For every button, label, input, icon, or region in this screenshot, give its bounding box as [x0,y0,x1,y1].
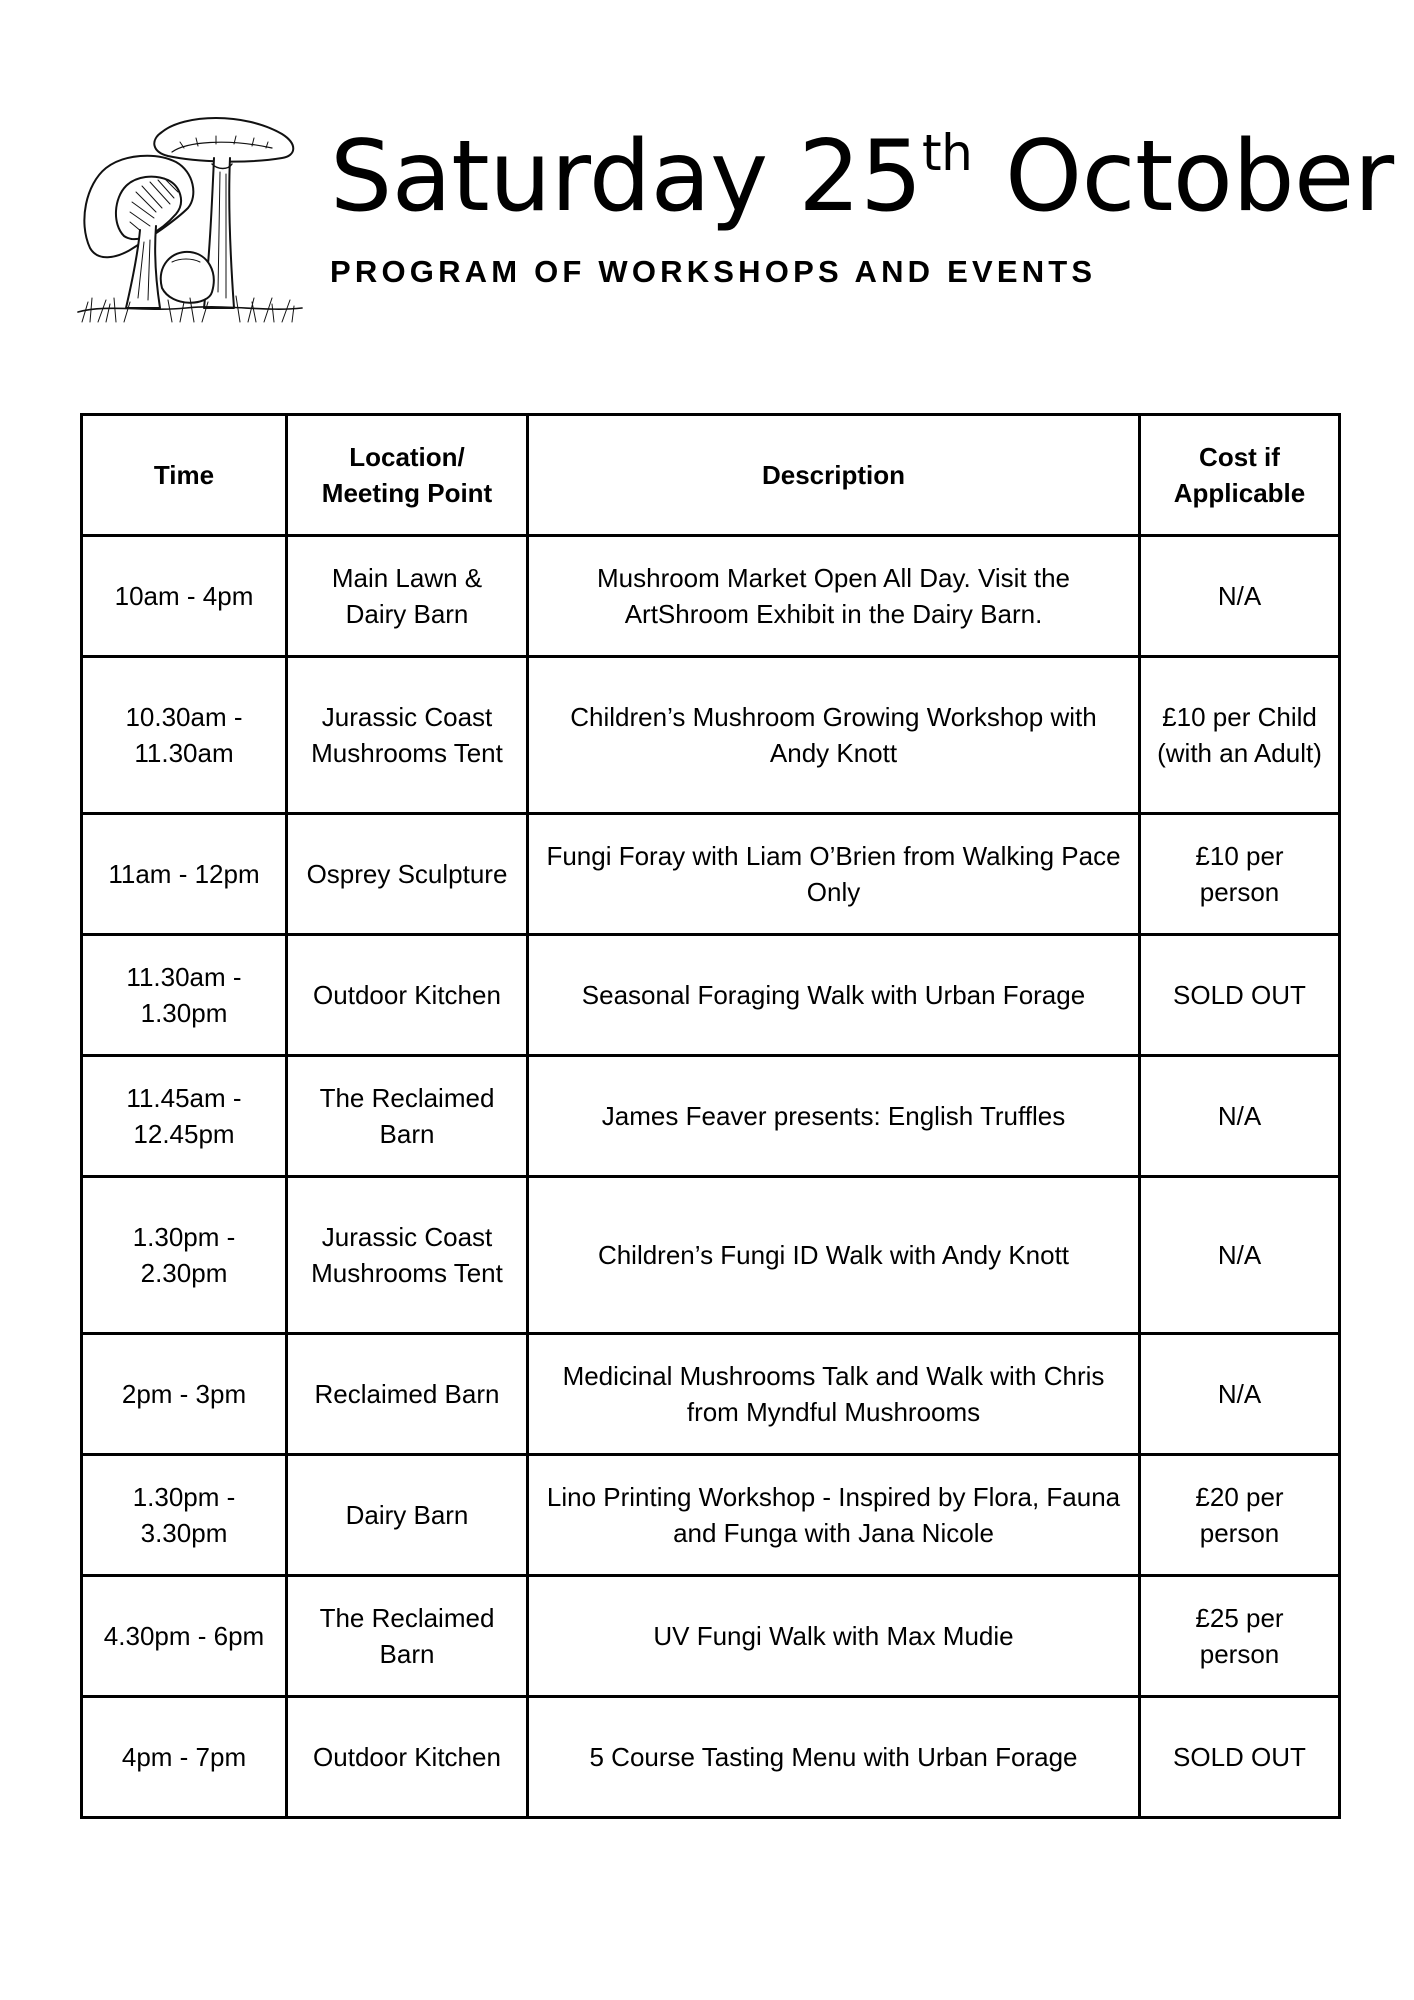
cell-cost: N/A [1140,1177,1340,1334]
cell-cost: £25 per person [1140,1576,1340,1697]
cell-time: 4.30pm - 6pm [82,1576,287,1697]
cell-time: 2pm - 3pm [82,1334,287,1455]
column-header-description: Description [528,415,1140,536]
title-ordinal-suffix: th [921,124,973,183]
cell-time: 11am - 12pm [82,814,287,935]
title-month: October [1004,120,1394,234]
cell-location: Dairy Barn [287,1455,528,1576]
cell-location: Jurassic Coast Mushrooms Tent [287,1177,528,1334]
table-row [82,935,1340,1056]
title-day: Saturday 25 [330,120,922,234]
cell-description: Lino Printing Workshop - Inspired by Flora, Fauna and Funga with Jana Nicole [528,1455,1140,1576]
mushroom-illustration-icon [76,112,304,326]
table-row [82,536,1340,657]
cell-time: 10am - 4pm [82,536,287,657]
cell-location: Outdoor Kitchen [287,935,528,1056]
cell-description: Seasonal Foraging Walk with Urban Forage [528,935,1140,1056]
cell-cost: £20 per person [1140,1455,1340,1576]
cell-cost: SOLD OUT [1140,1697,1340,1818]
cell-description: James Feaver presents: English Truffles [528,1056,1140,1177]
column-header-cost: Cost if Applicable [1140,415,1340,536]
table-row [82,1455,1340,1576]
cell-description: Medicinal Mushrooms Talk and Walk with Chris from Myndful Mushrooms [528,1334,1140,1455]
cell-description: Fungi Foray with Liam O’Brien from Walking Pace Only [528,814,1140,935]
cell-location: The Reclaimed Barn [287,1576,528,1697]
page-subtitle: PROGRAM OF WORKSHOPS AND EVENTS [330,254,1097,289]
cell-time: 1.30pm - 3.30pm [82,1455,287,1576]
cell-description: Children’s Mushroom Growing Workshop with Andy Knott [528,657,1140,814]
table-row [82,1177,1340,1334]
column-header-time: Time [82,415,287,536]
cell-cost: N/A [1140,1056,1340,1177]
cell-description: 5 Course Tasting Menu with Urban Forage [528,1697,1140,1818]
table-row [82,1697,1340,1818]
page-title [330,120,1394,234]
cell-description: Mushroom Market Open All Day. Visit the ArtShroom Exhibit in the Dairy Barn. [528,536,1140,657]
cell-location: Reclaimed Barn [287,1334,528,1455]
cell-cost: N/A [1140,1334,1340,1455]
cell-description: UV Fungi Walk with Max Mudie [528,1576,1140,1697]
table-header-row [82,415,1340,536]
cell-cost: £10 per Child (with an Adult) [1140,657,1340,814]
table-row [82,1334,1340,1455]
cell-location: Main Lawn & Dairy Barn [287,536,528,657]
cell-time: 10.30am - 11.30am [82,657,287,814]
column-header-location: Location/ Meeting Point [287,415,528,536]
cell-location: Jurassic Coast Mushrooms Tent [287,657,528,814]
table-row [82,1056,1340,1177]
cell-location: Osprey Sculpture [287,814,528,935]
cell-cost: SOLD OUT [1140,935,1340,1056]
table-row [82,1576,1340,1697]
cell-cost: N/A [1140,536,1340,657]
cell-time: 4pm - 7pm [82,1697,287,1818]
table-row [82,657,1340,814]
schedule-table [80,413,1341,1819]
cell-time: 1.30pm - 2.30pm [82,1177,287,1334]
cell-time: 11.45am - 12.45pm [82,1056,287,1177]
cell-location: The Reclaimed Barn [287,1056,528,1177]
cell-description: Children’s Fungi ID Walk with Andy Knott [528,1177,1140,1334]
cell-location: Outdoor Kitchen [287,1697,528,1818]
table-row [82,814,1340,935]
cell-time: 11.30am - 1.30pm [82,935,287,1056]
cell-cost: £10 per person [1140,814,1340,935]
